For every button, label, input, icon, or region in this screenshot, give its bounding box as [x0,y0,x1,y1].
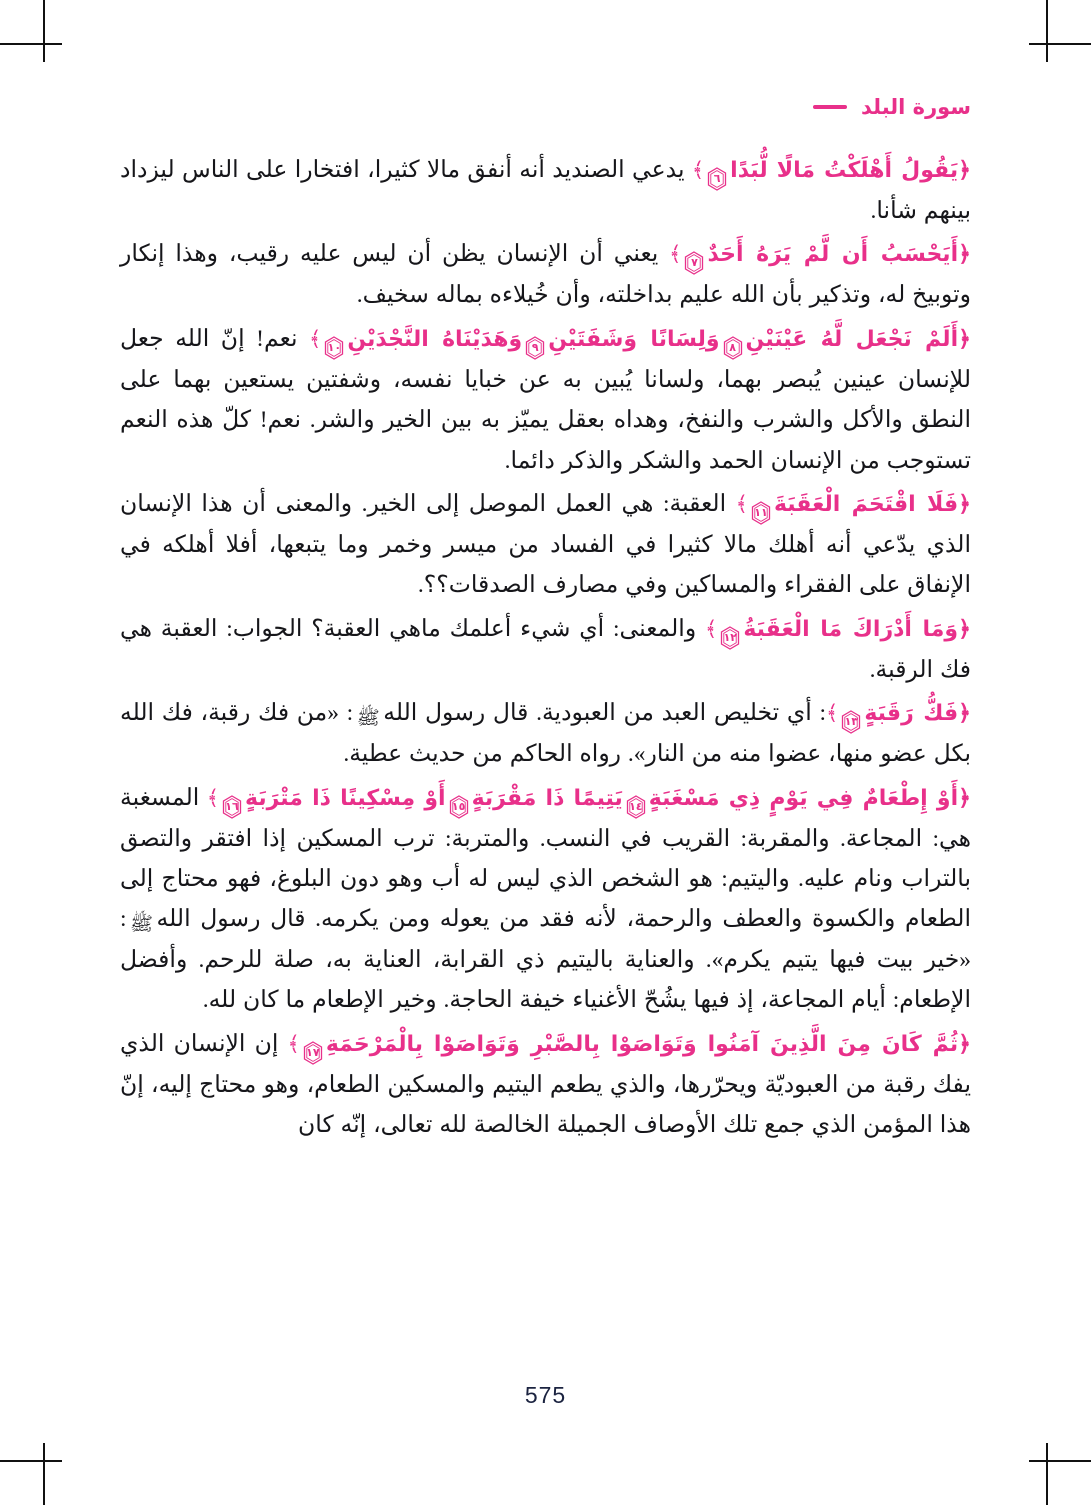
commentary-text-11: العقبة: هي العمل الموصل إلى الخير. والمعنى أن هذا الإنسان الذي يدّعي أنه أهلك مالا كثيرا في الفساد من ميسر وخمر وما يتبعها، أفلا أهلكه في الإنفاق على الفقراء والمساكين وفي مصارف الصدقات؟؟. [120,491,971,599]
crop-mark-bottom-right-vertical [1046,1443,1048,1505]
ayah-text-13: ﴿فَكُّ رَقَبَةٍ ١٣ ﴾ [826,701,971,726]
ayah-text-14-16: ﴿أَوْ إِطْعَامٌ فِي يَوْمٍ ذِي مَسْغَبَةٍ ١٤ يَتِيمًا ذَا مَقْرَبَةٍ ١٥ أَوْ مِسْكِينًا ذَا مَتْرَبَةٍ ١٦ ﴾ [207,786,971,811]
ayah-number-ornament: ٨ [721,336,745,360]
commentary-text-13-after: : «من فك رقبة، فك الله بكل عضو منها، عضوا منه من النار». رواه الحاكم من حديث عطية. [120,700,971,768]
salla-allahu-alayhi-wasallam-icon: ﷺ [130,913,153,936]
ayah-text-17: ﴿ثُمَّ كَانَ مِنَ الَّذِينَ آمَنُوا وَتَوَاصَوْا بِالصَّبْرِ وَتَوَاصَوْا بِالْمَرْحَمَةِ ١٧ ﴾ [288,1032,971,1057]
crop-mark-bottom-left-horizontal [0,1460,62,1462]
ayah-number-ornament: ٧ [682,251,706,275]
page-number: 575 [524,1382,567,1408]
ayah-text-11: ﴿فَلَا اقْتَحَمَ الْعَقَبَةَ ١١ ﴾ [736,492,971,517]
commentary-text-14-after: : «خير بيت فيها يتيم يكرم». والعناية باليتيم ذي القرابة، العناية به، صلة للرحم. وأفضل الإطعام: أيام المجاعة، إذ فيها يشُحّ الأغنياء خيفة الحاجة. وخير الإطعام ما كان لله. [120,906,971,1014]
commentary-text-14-before: المسغبة هي: المجاعة. والمقربة: القريب في النسب. والمتربة: ترب المسكين إذا افتقر والتصق بالتراب ونام عليه. واليتيم: هو الشخص الذي ليس له أب وهو دون البلوغ، فهو محتاج إلى الطعام والكسوة والعطف والرحمة، لأنه فقد من يعوله ومن يكرمه. قال رسول الله [120,784,971,933]
crop-mark-top-right-horizontal [1029,43,1091,45]
ayah-number-ornament: ١٦ [220,795,244,819]
salla-allahu-alayhi-wasallam-icon: ﷺ [356,707,380,730]
commentary-text-8-10: نعم! إنّ الله جعل للإنسان عينين يُبصر بهما، ولسانا يُبين به عن خبايا نفسه، وشفتين يستعين بهما على النطق والأكل والشرب والنفخ، وهداه بعقل يميّز به بين الخير والشر. نعم! كلّ هذه النعم تستوجب من الإنسان الحمد والشكر والذكر دائما. [120,325,971,474]
ayah-number-ornament: ١٠ [322,336,346,360]
paragraph-ayah-14-16 [120,778,971,1021]
ayah-text-12: ﴿وَمَا أَدْرَاكَ مَا الْعَقَبَةُ ١٢ ﴾ [705,617,971,642]
ayah-text-7: ﴿أَيَحْسَبُ أَن لَّمْ يَرَهُ أَحَدٌ ٧ ﴾ [669,242,971,267]
paragraph-ayah-6 [120,150,971,231]
crop-mark-top-left-vertical [43,0,45,62]
paragraph-ayah-13 [120,693,971,774]
crop-mark-bottom-left-vertical [43,1443,45,1505]
paragraph-ayah-12 [120,609,971,690]
commentary-text-17: إن الإنسان الذي يفك رقبة من العبوديّة ويحرّرها، والذي يطعم اليتيم والمسكين الطعام، وهو محتاج إليه، إنّ هذا المؤمن الذي جمع تلك الأوصاف الجميلة الخالصة لله تعالى، إنّه كان [120,1030,971,1139]
commentary-text-6: يدعي الصنديد أنه أنفق مالا كثيرا، افتخارا على الناس ليزداد بينهم شأنا. [120,157,971,224]
commentary-text-7: يعني أن الإنسان يظن أن ليس عليه رقيب، وهذا إنكار وتوبيخ له، وتذكير بأن الله عليم بداخلته، وأن خُيلاءه بماله سخيف. [120,241,971,309]
ayah-number-ornament: ١٣ [839,710,863,734]
ayah-number-ornament: ١٧ [301,1041,325,1065]
ayah-number-ornament: ١٢ [718,626,742,650]
surah-title: سورة البلد [861,95,971,119]
paragraph-ayah-8-10 [120,319,971,481]
commentary-text-13-before: : أي تخليص العبد من العبودية. قال رسول الله [383,700,827,727]
ayah-number-ornament: ١١ [749,501,773,525]
body-text-column [120,150,971,1146]
crop-mark-top-right-vertical [1046,0,1048,62]
dash-rule-icon [813,105,847,109]
ayah-text-8-10: ﴿أَلَمْ نَجْعَل لَّهُ عَيْنَيْنِ ٨ وَلِسَانًا وَشَفَتَيْنِ ٩ وَهَدَيْنَاهُ النَّجْدَيْنِ ١٠ ﴾ [309,327,971,352]
paragraph-ayah-17 [120,1024,971,1146]
ayah-number-ornament: ١٥ [447,795,471,819]
ayah-number-ornament: ١٤ [624,795,648,819]
page-content [120,86,971,1409]
paragraph-ayah-11 [120,484,971,606]
ayah-number-ornament: ٦ [705,167,729,191]
commentary-text-12: والمعنى: أي شيء أعلمك ماهي العقبة؟ الجواب: العقبة هي فك الرقبة. [120,615,971,683]
running-header [120,86,971,128]
ayah-number-ornament: ٩ [523,336,547,360]
paragraph-ayah-7 [120,234,971,315]
crop-mark-bottom-right-horizontal [1029,1460,1091,1462]
ayah-text-6: ﴿يَقُولُ أَهْلَكْتُ مَالًا لُّبَدًا ٦ ﴾ [692,158,971,183]
crop-mark-top-left-horizontal [0,43,62,45]
